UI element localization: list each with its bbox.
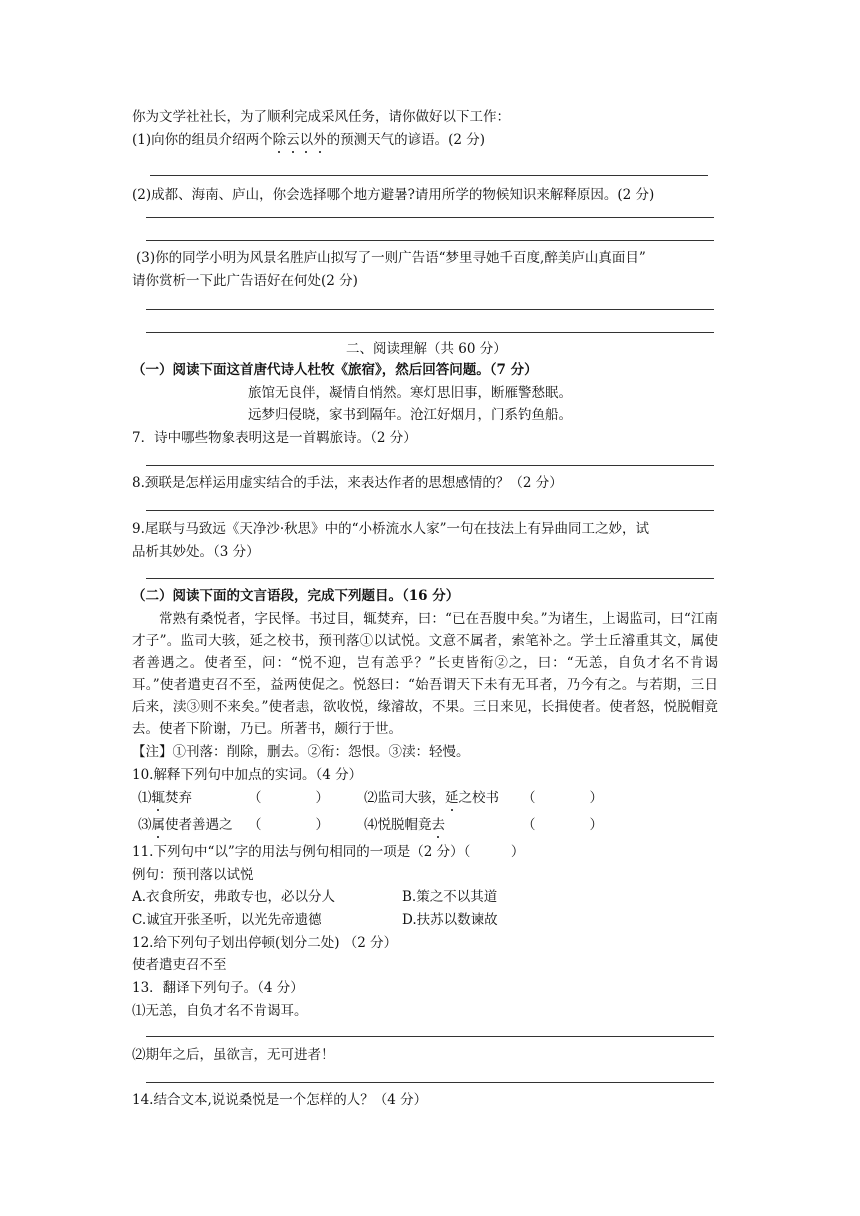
dotted-char: 除 [272,132,287,148]
dotted-char: 属 [151,817,165,833]
dotted-char: 云 [286,132,300,148]
question-14: 14.结合文本,说说桑悦是一个怎样的人？（4 分） [132,1092,428,1108]
q10-item-3 [138,816,233,834]
q10-item-suffix: 之校书 [458,790,499,806]
answer-line[interactable] [150,175,708,176]
q10-item-4 [364,816,445,834]
q10-item-suffix: 焚弃 [165,790,192,806]
q10-item-prefix: ⑷悦脱帽竟 [364,817,432,833]
dotted-char: 以 [299,132,314,148]
q11-option-d[interactable]: D.扶苏以数谏故 [402,912,498,928]
q10-blank-1[interactable]: （ ） [248,790,329,806]
q10-item-prefix: ⑶ [138,817,152,833]
question-9-line2: 品析其妙处。（3 分） [132,544,260,560]
answer-line[interactable] [146,240,714,241]
q10-item-suffix: 使者善遇之 [165,817,233,833]
q13-sentence-1: ⑴无恙，自负才名不肯谒耳。 [132,1003,308,1019]
dotted-char: 外 [313,132,327,148]
q1-post: 的预测天气的谚语。(2 分) [326,132,486,148]
section-title: 二、阅读理解（共 60 分） [346,341,507,357]
q10-blank-2[interactable]: （ ） [522,790,603,806]
classical-passage: 常熟有桑悦者，字民怿。书过目，辄焚弃，曰：“已在吾腹中矣。”为诸生，上谒监司，曰“江南才子”。监司大骇，延之校书，预刊落①以试悦。文意不属者，索笔补之。学士丘濬重其文，属使者善遇之。使者至，问：“悦不迎，岂有恙乎？”长吏皆衔②之，曰：“无恙，自负才名不肯谒耳。”使者遣吏召不至，益两使促之。悦怒曰：“始吾谓天下未有无耳者，乃今有之。与若期，三日后来，渎③则不来矣。”使者恚，欲收悦，缘濬故，不果。三日来见，长揖使者。使者怒，悦脱帽竟去。使者下阶谢，乃已。所著书，颇行于世。 [132,611,718,737]
question-1-2: (2)成都、海南、庐山，你会选择哪个地方避暑?请用所学的物候知识来解释原因。(2 分) [132,187,655,203]
q10-item-1 [138,789,192,807]
question-12: 12.给下列句子划出停顿(划分二处) （2 分） [132,935,398,951]
q12-sentence: 使者遣吏召不至 [132,957,227,973]
answer-line[interactable] [146,465,714,466]
q11-example: 例句：预刊落以试悦 [132,867,254,883]
question-8: 8.颈联是怎样运用虚实结合的手法，来表达作者的思想感情的？（2 分） [132,475,563,491]
dotted-char: 去 [431,817,445,833]
question-7: 7．诗中哪些物象表明这是一首羁旅诗。（2 分） [132,430,417,446]
q1-pre: (1)向你的组员介绍两个 [132,132,273,148]
question-10: 10.解释下列句中加点的实词。（4 分） [132,767,363,783]
q11-option-c[interactable]: C.诚宜开张圣听，以光先帝遗德 [132,912,322,928]
answer-line[interactable] [146,309,714,310]
dotted-char: 延 [445,790,459,806]
poem-line-1: 旅馆无良伴，凝情自悄然。寒灯思旧事，断雁警愁眠。 [248,385,572,401]
q11-option-b[interactable]: B.策之不以其道 [402,889,498,905]
part2-heading: （二）阅读下面的文言语段，完成下列题目。（16 分） [132,588,460,604]
intro-text: 你为文学社社长，为了顺利完成采风任务，请你做好以下工作： [132,109,510,125]
q11-option-a[interactable]: A.衣食所安，弗敢专也，必以分人 [132,889,336,905]
q10-item-prefix: ⑵监司大骇， [364,790,445,806]
q10-item-2 [364,789,499,807]
dotted-char: 辄 [151,790,165,806]
annotation-note: 【注】①刊落：削除，删去。②衔：怨恨。③渎：轻慢。 [132,744,470,760]
question-9-line1: 9.尾联与马致远《天净沙·秋思》中的“小桥流水人家”一句在技法上有异曲同工之妙，试 [132,521,649,537]
answer-line[interactable] [146,332,714,333]
question-1-1 [132,131,485,149]
answer-line[interactable] [146,217,714,218]
answer-line[interactable] [146,1036,714,1037]
question-1-3-line2: 请你赏析一下此广告语好在何处(2 分) [132,273,358,289]
question-13: 13．翻译下列句子。（4 分） [132,980,304,996]
q13-sentence-2: ⑵期年之后，虽欲言，无可进者！ [132,1047,335,1063]
answer-line[interactable] [146,578,714,579]
question-11: 11.下列句中“以”字的用法与例句相同的一项是（2 分）（ ） [132,844,525,860]
q10-blank-4[interactable]: （ ） [522,817,603,833]
answer-line[interactable] [146,510,714,511]
poem-line-2: 远梦归侵晓，家书到隔年。沧江好烟月，门系钓鱼船。 [248,407,572,423]
q10-item-prefix: ⑴ [138,790,152,806]
part1-heading: （一）阅读下面这首唐代诗人杜牧《旅宿》，然后回答问题。（7 分） [132,362,538,378]
question-1-3-line1: (3)你的同学小明为风景名胜庐山拟写了一则广告语“梦里寻她千百度,醉美庐山真面目” [136,250,646,266]
q10-blank-3[interactable]: （ ） [248,817,329,833]
answer-line[interactable] [146,1082,714,1083]
